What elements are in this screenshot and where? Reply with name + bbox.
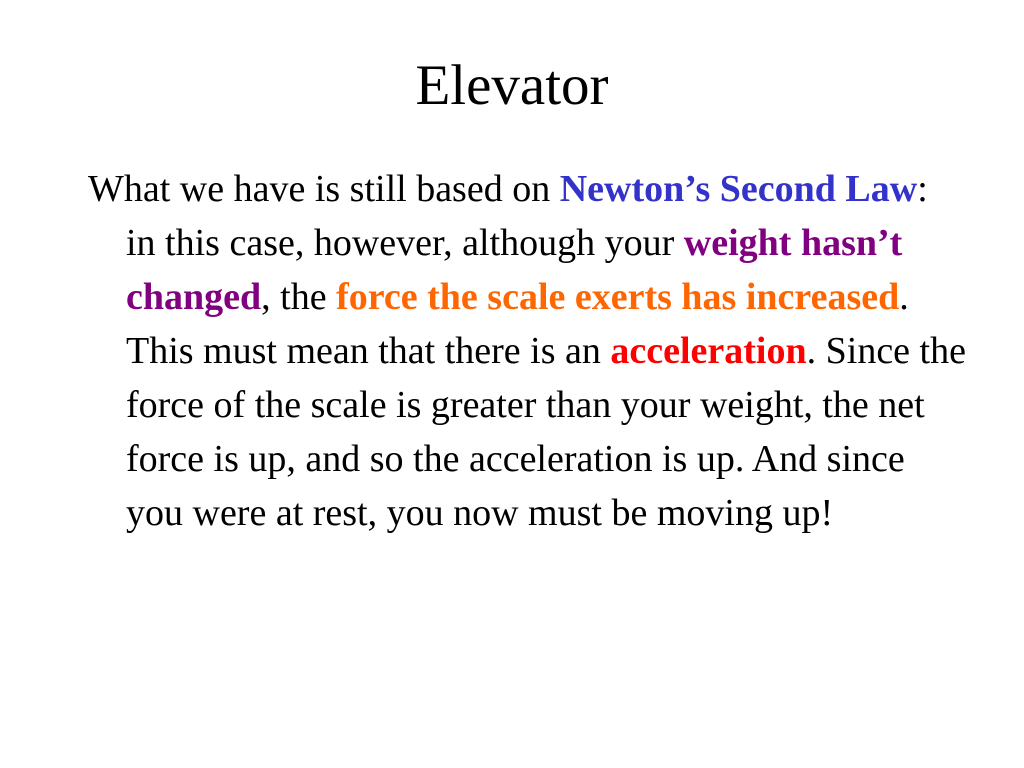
slide-title: Elevator bbox=[415, 54, 609, 117]
body-text-segment-1: What we have is still based on bbox=[88, 168, 560, 210]
body-text-segment-5: . Since the force of the scale is greater than your weight, the net force is up, and so the acceleration is up. And since you were at rest, you now must be moving up! bbox=[126, 330, 966, 534]
body-text-segment-4: . This must mean that there is an bbox=[126, 276, 909, 372]
highlight-newtons-second-law: Newton’s Second Law bbox=[559, 168, 918, 210]
body-text-segment-2: : in this case, however, although your bbox=[126, 168, 928, 264]
highlight-scale-force-increased: force the scale exerts has increased bbox=[336, 276, 900, 318]
highlight-weight-unchanged: weight hasn’t changed bbox=[126, 222, 903, 318]
highlight-acceleration: acceleration bbox=[610, 330, 807, 372]
body-text-segment-3: , the bbox=[261, 276, 337, 318]
slide-body-paragraph bbox=[88, 162, 966, 540]
